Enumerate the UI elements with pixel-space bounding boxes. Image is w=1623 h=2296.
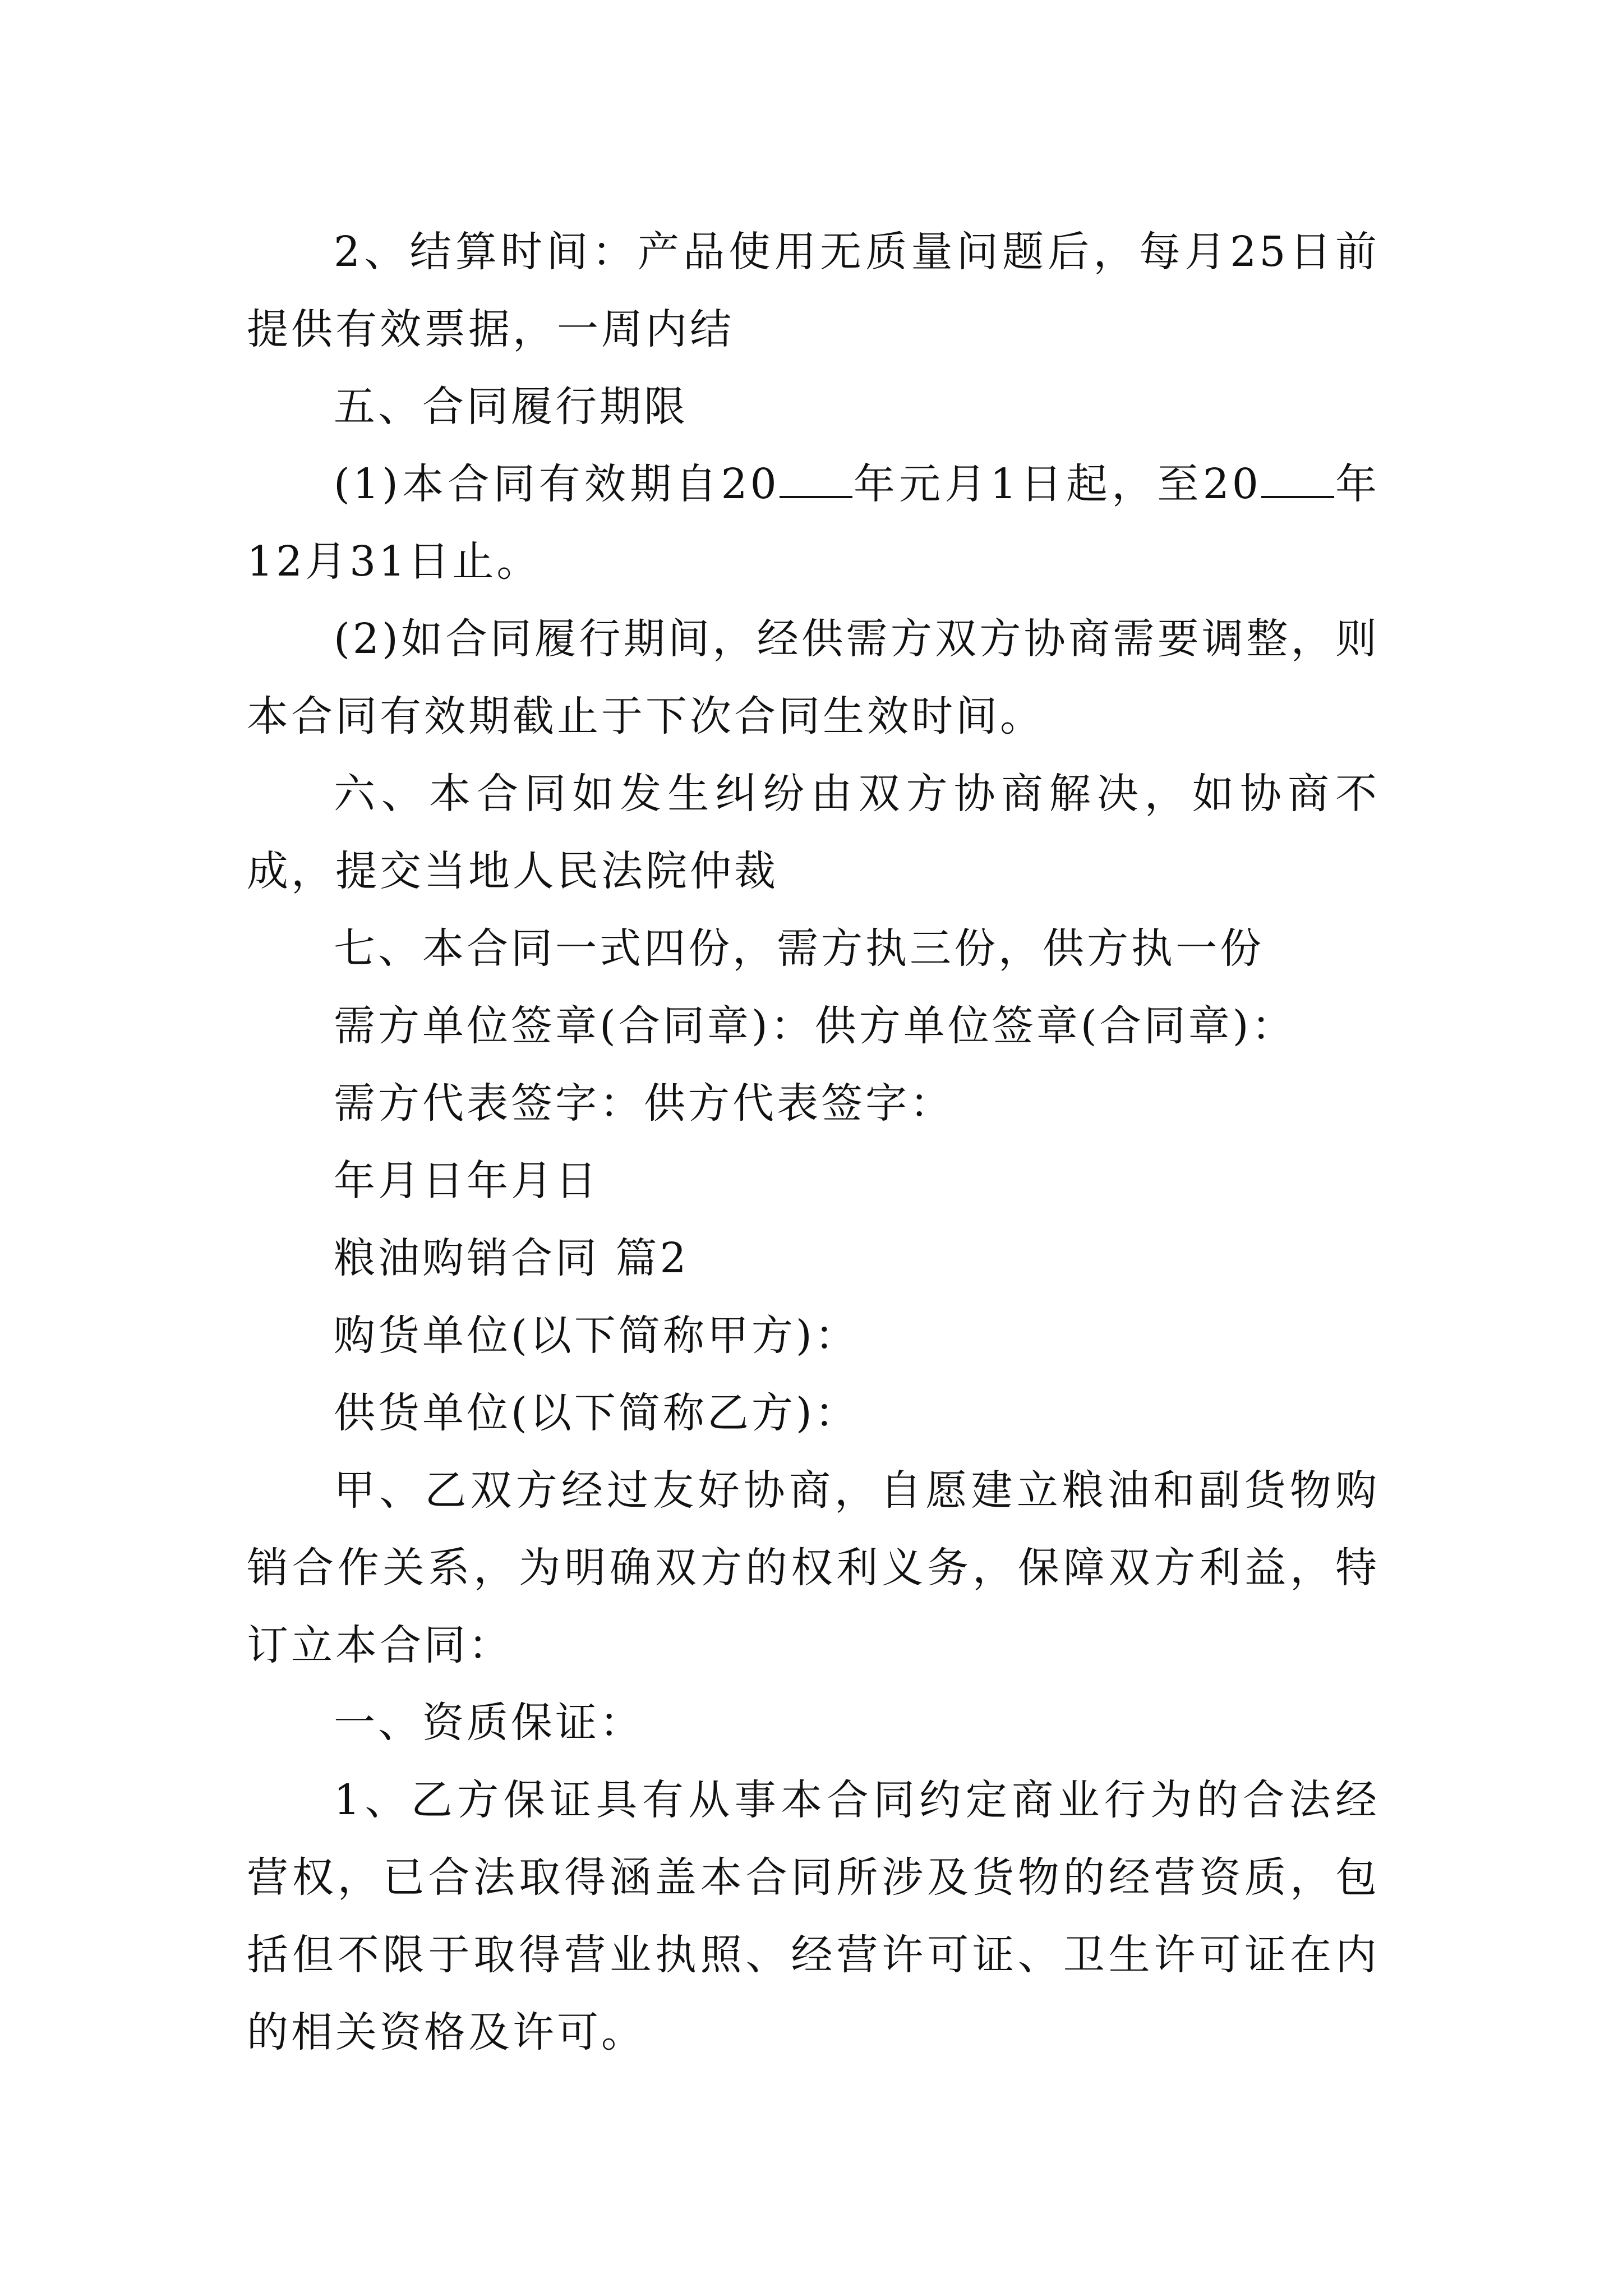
date-line: 年月日年月日 [334,1157,600,1205]
term-1-part-a: (1)本合同有效期自20 [334,460,780,508]
paragraph-settlement-time: 2、结算时间：产品使用无质量问题后，每月25日前提供有效票据，一周内结 [247,228,1380,353]
section-heading-5: 五、合同履行期限 [334,383,688,431]
year-blank-1 [780,462,852,498]
contract-2-title: 粮油购销合同 篇2 [334,1234,689,1282]
term-1-part-b: 年元月1日起，至20 [852,460,1261,508]
buyer-line: 购货单位(以下简称甲方)： [334,1312,859,1360]
paragraph-preamble: 甲、乙双方经过友好协商，自愿建立粮油和副货物购销合作关系，为明确双方的权利义务，保障双方利益，特订立本合同： [247,1466,1380,1669]
supplier-line: 供货单位(以下简称乙方)： [334,1389,859,1437]
signature-line: 需方代表签字：供方代表签字： [334,1079,954,1128]
year-blank-2 [1261,462,1334,498]
document-body [247,213,1380,2071]
paragraph-section-7: 七、本合同一式四份，需方执三份，供方执一份 [334,924,1264,973]
term-1-part-c: 年12月31日止。 [247,460,1380,586]
section-heading-1: 一、资质保证： [334,1699,644,1747]
seal-line: 需方单位签章(合同章)：供方单位签章(合同章)： [334,1002,1296,1050]
paragraph-term-1 [247,445,1380,600]
paragraph-qualification-1: 1、乙方保证具有从事本合同约定商业行为的合法经营权，已合法取得涵盖本合同所涉及货物的经营资质，包括但不限于取得营业执照、经营许可证、卫生许可证在内的相关资格及许可。 [247,1776,1380,2056]
paragraph-term-2: (2)如合同履行期间，经供需方双方协商需要调整，则本合同有效期截止于下次合同生效时间。 [247,615,1380,740]
paragraph-section-6: 六、本合同如发生纠纷由双方协商解决，如协商不成，提交当地人民法院仲裁 [247,770,1380,895]
